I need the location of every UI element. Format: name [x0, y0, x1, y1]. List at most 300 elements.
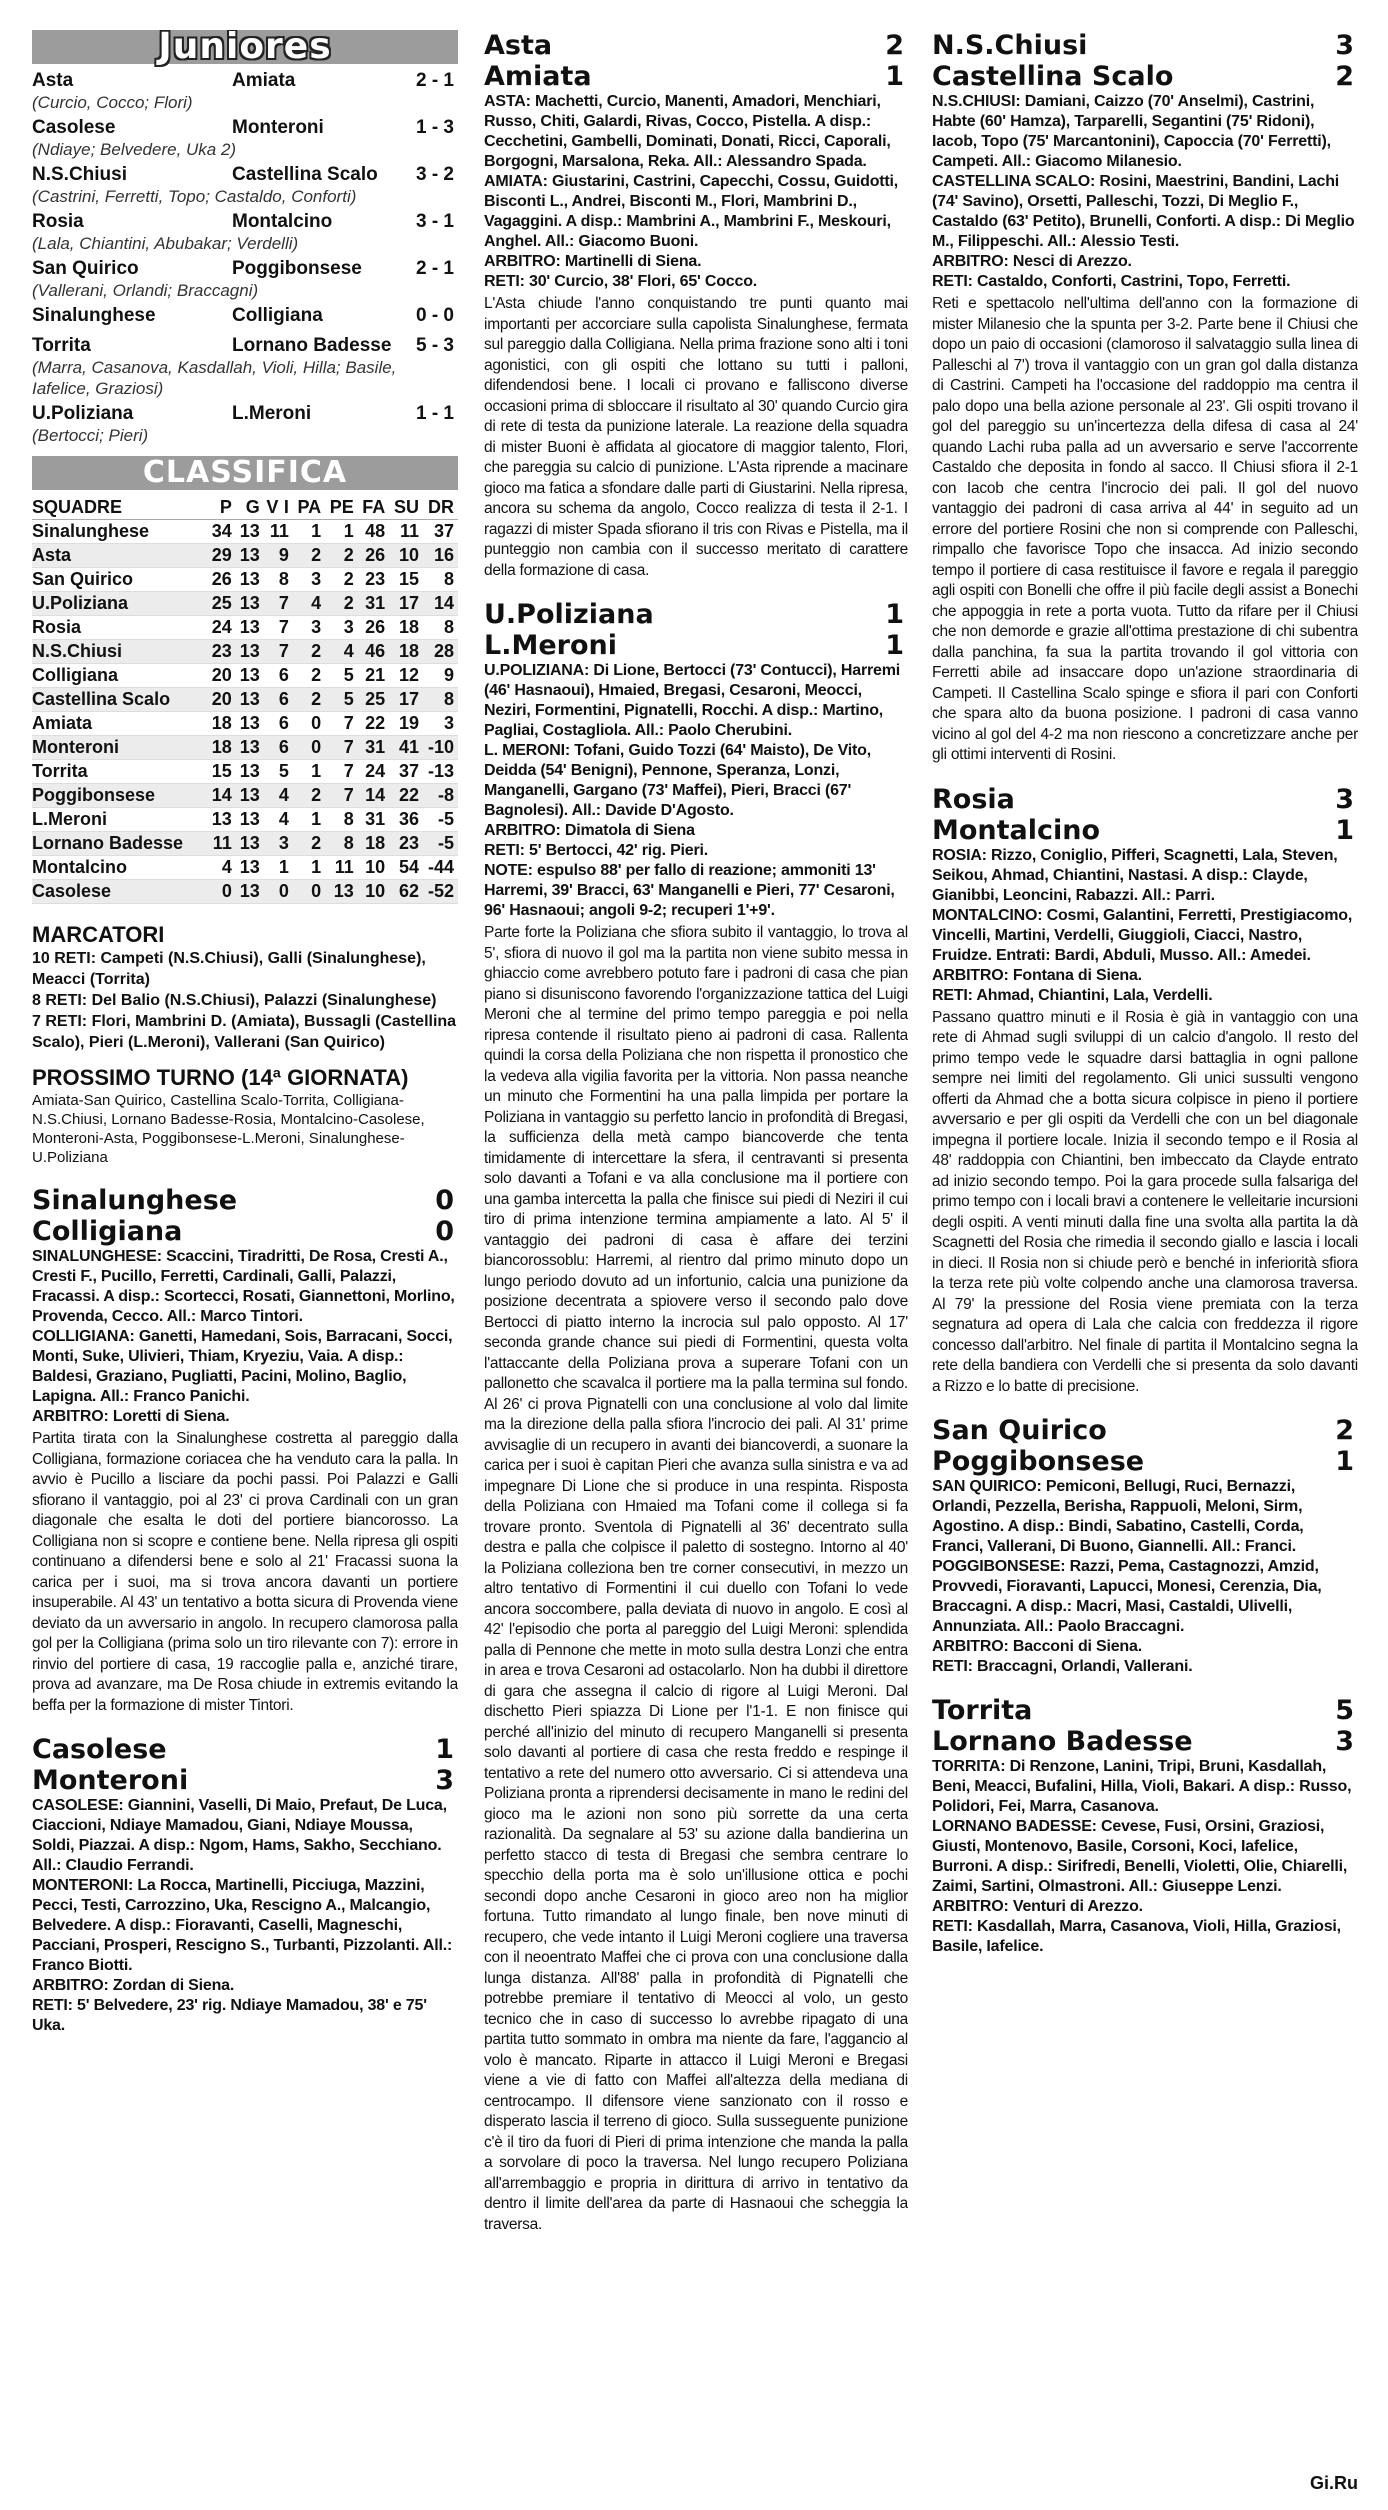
standings-col-header: I — [282, 496, 292, 520]
lineup-line: RETI: 5' Bertocci, 42' rig. Pieri. — [484, 842, 708, 859]
match-sanquirico-poggibonsese — [932, 1415, 1358, 1677]
standings-row — [32, 688, 458, 712]
stat-cell: 4 — [293, 592, 325, 616]
stat-cell: 13 — [236, 544, 264, 568]
column-3 — [932, 30, 1358, 2490]
result-scorers: (Ndiaye; Belvedere, Uka 2) — [32, 140, 237, 159]
away-team: Castellina Scalo — [932, 61, 1174, 92]
standings-row — [32, 520, 458, 544]
stat-cell: 29 — [208, 544, 236, 568]
lineup-line: CASOLESE: Giannini, Vaselli, Di Maio, Prefaut, De Luca, Ciaccioni, Ndiaye Mamadou, Giani, Ndiaye Moussa, Soldi, Piazzai. A disp.: Ngom, Hams, Sakho, Secchiano. All.: Claudio Ferrandi. — [32, 1797, 447, 1874]
match-report: Partita tirata con la Sinalunghese costretta al pareggio dalla Colligiana, formazione coriacea che ha venduto cara la palla. In avvio è Pucillo a lisciare da pochi passi. Poi Palazzi e Galli sfiorano il vantaggio, poi al 23' ci prova Cardinali con un gran diagonale che esalta le doti del portiere biancorosso. La Colligiana non si scopre e contiene bene. Nella ripresa gli ospiti continuano a difendersi bene e solo al 21' Fracassi suona la carica per i suoi, ma si trova ancora davanti un portiere insuperabile. Al 43' un tentativo a botta sicura di Provenda viene deviato da un avversario in angolo. In recupero clamorosa palla gol per la Colligiana (prima solo un tiro rilevante con 7): errore in rinvio del portiere di casa, 19 raccoglie palla e, anziché tirare, prova ad avanzare, ma De Rosa chiude in extremis evitando la beffa per la formazione di mister Tintori. — [32, 1430, 458, 1714]
stat-cell: 0 — [293, 880, 325, 904]
lineup-line: RETI: Braccagni, Orlandi, Vallerani. — [932, 1658, 1193, 1675]
stat-cell: 24 — [208, 616, 236, 640]
home-goals: 3 — [1335, 30, 1354, 61]
match-home-line — [484, 30, 908, 61]
stat-cell: -44 — [423, 856, 458, 880]
stat-cell: 8 — [264, 568, 293, 592]
stat-cell: 0 — [264, 880, 293, 904]
stat-cell: 13 — [325, 880, 358, 904]
team-name: Amiata — [32, 712, 208, 736]
home-team: Torrita — [932, 1695, 1033, 1726]
home-goals: 0 — [435, 1185, 454, 1216]
stat-cell: 13 — [236, 760, 264, 784]
away-goals: 2 — [1335, 61, 1354, 92]
match-away-line — [484, 630, 908, 661]
lineup-line: MONTALCINO: Cosmi, Galantini, Ferretti, Prestigiacomo, Vincelli, Martini, Verdelli, Giuggioli, Ciacci, Nastro, Fruidze. Entrati: Bardi, Abduli, Musso. All.: Amedei. — [932, 906, 1353, 964]
stat-cell: 36 — [389, 808, 423, 832]
result-row — [32, 305, 458, 327]
away-team: Montalcino — [932, 814, 1101, 846]
stat-cell: 11 — [264, 520, 293, 544]
team-name: L.Meroni — [32, 808, 208, 832]
match-away-line — [932, 1726, 1358, 1757]
stat-cell: 2 — [293, 784, 325, 808]
standings-row — [32, 712, 458, 736]
stat-cell: -10 — [423, 736, 458, 760]
lineup-line: ARBITRO: Martinelli di Siena. — [484, 253, 702, 270]
stat-cell: 3 — [325, 616, 358, 640]
result-score: 1 - 1 — [415, 403, 454, 424]
result-score: 0 - 0 — [415, 305, 454, 326]
team-name: Montalcino — [32, 856, 208, 880]
stat-cell: 1 — [325, 520, 358, 544]
lineup-line: RETI: 30' Curcio, 38' Flori, 65' Cocco. — [484, 273, 758, 290]
stat-cell: -5 — [423, 832, 458, 856]
stat-cell: 7 — [325, 712, 358, 736]
stat-cell: 7 — [264, 616, 293, 640]
lineup-line: RETI: 5' Belvedere, 23' rig. Ndiaye Mamadou, 38' e 75' Uka. — [32, 1997, 427, 2034]
standings-row — [32, 760, 458, 784]
lineup-line: ARBITRO: Zordan di Siena. — [32, 1977, 235, 1994]
stat-cell: 20 — [208, 664, 236, 688]
home-team: U.Poliziana — [484, 599, 654, 630]
stat-cell: 14 — [423, 592, 458, 616]
stat-cell: 13 — [236, 784, 264, 808]
classifica-header-band — [32, 456, 458, 490]
match-home-line — [932, 784, 1358, 815]
stat-cell: -5 — [423, 808, 458, 832]
stat-cell: 13 — [236, 712, 264, 736]
lineup-line: ARBITRO: Loretti di Siena. — [32, 1408, 230, 1425]
result-home: Asta — [32, 70, 74, 91]
stat-cell: 3 — [293, 568, 325, 592]
away-goals: 1 — [1335, 814, 1354, 846]
standings-row — [32, 880, 458, 904]
marcatori-line: 10 RETI: Campeti (N.S.Chiusi), Galli (Sinalunghese), Meacci (Torrita) — [32, 950, 426, 988]
stat-cell: 17 — [389, 592, 423, 616]
home-goals: 2 — [885, 30, 904, 61]
stat-cell: 2 — [325, 544, 358, 568]
standings-col-header: V — [264, 496, 283, 520]
stat-cell: 2 — [293, 688, 325, 712]
stat-cell: 9 — [423, 664, 458, 688]
result-row — [32, 70, 458, 92]
standings-row — [32, 568, 458, 592]
result-away: Monteroni — [232, 117, 324, 138]
team-name: Rosia — [32, 616, 208, 640]
stat-cell: 5 — [325, 664, 358, 688]
stat-cell: 7 — [264, 640, 293, 664]
lineup-line: ARBITRO: Dimatola di Siena — [484, 822, 695, 839]
result-away: Poggibonsese — [232, 258, 362, 279]
team-name: Casolese — [32, 880, 208, 904]
home-team: Rosia — [932, 783, 1015, 815]
away-goals: 3 — [1335, 1726, 1354, 1757]
stat-cell: 1 — [293, 808, 325, 832]
standings-body — [32, 520, 458, 904]
team-name: U.Poliziana — [32, 592, 208, 616]
result-row — [32, 117, 458, 139]
stat-cell: 22 — [358, 712, 389, 736]
stat-cell: 19 — [389, 712, 423, 736]
match-sinalunghese-colligiana — [32, 1185, 458, 1716]
stat-cell: 2 — [325, 568, 358, 592]
away-goals: 0 — [435, 1216, 454, 1247]
result-score: 3 - 2 — [415, 164, 454, 185]
stat-cell: 25 — [358, 688, 389, 712]
lineup-line: POGGIBONSESE: Razzi, Pema, Castagnozzi, Amzid, Provvedi, Fioravanti, Lapucci, Monesi, Cerenzia, Dia, Braccagni. A disp.: Macri, Masi, Castaldi, Ulivelli, Annunziata. All.: Paolo Braccagni. — [932, 1558, 1322, 1635]
stat-cell: 18 — [389, 640, 423, 664]
result-row — [32, 258, 458, 280]
match-report: Reti e spettacolo nell'ultima dell'anno con la formazione di mister Milanesio che la spunta per 3-2. Parte bene il Chiusi che dopo un paio di occasioni (clamoroso il salvataggio sulla linea di Palleschi al 7') trova il vantaggio con un gran gol dalla distanza di Castrini. Campeti ha l'occasione del raddoppio ma centra il palo dopo una bella azione personale al 23'. Gli ospiti trovano il gol del pareggio su un'incertezza della difesa di casa al 24' quando Lachi ruba palla ad un avversario e serve l'accorrente Castaldo che deposita in fondo al sacco. Il Chiusi sfiora il 2-1 con Iacob che centra l'incrocio dei pali. Il gol del nuovo vantaggio dei padroni di casa arriva al 44' in seguito ad un errore del portiere Rosini che non si comprende con Palleschi, rimpallo che favorisce Topo che insacca. Ad inizio secondo tempo il portiere di casa restituisce il favore e regala il pareggio agli ospiti con Bonelli che offre il più facile degli assist a Bonechi che appoggia in rete a porta vuota. Tutto da rifare per il Chiusi che non demorde e grazie all'ottima prestazione di chi subentra dalla panchina, fa sua la partita trovando il gol vittoria con Ferretti abile ad insaccare dopo un'azione straordinaria di Campeti. Il Castellina Scalo spinge e sfiora il pari con Conforti che spara alto da buona posizione. I padroni di casa vanno vicino al gol del 4-2 ma non riescono a concretizzare anche per gli ottimi interventi di Rosini. — [932, 295, 1358, 763]
result-scorers: (Castrini, Ferretti, Topo; Castaldo, Conforti) — [32, 187, 357, 206]
standings-row — [32, 784, 458, 808]
team-name: Colligiana — [32, 664, 208, 688]
standings-row — [32, 832, 458, 856]
stat-cell: 1 — [264, 856, 293, 880]
stat-cell: 13 — [208, 808, 236, 832]
away-team: Amiata — [484, 61, 592, 92]
stat-cell: 2 — [293, 640, 325, 664]
standings-col-header: P — [208, 496, 236, 520]
lineup-line: RETI: Castaldo, Conforti, Castrini, Topo, Ferretti. — [932, 273, 1291, 290]
team-name: Monteroni — [32, 736, 208, 760]
marcatori-title: MARCATORI — [32, 922, 165, 947]
stat-cell: 48 — [358, 520, 389, 544]
standings-col-header: PA — [293, 496, 325, 520]
result-away: Lornano Badesse — [232, 335, 392, 356]
stat-cell: 0 — [293, 736, 325, 760]
stat-cell: 6 — [264, 688, 293, 712]
stat-cell: 31 — [358, 592, 389, 616]
marcatori-list — [32, 948, 458, 1053]
stat-cell: 1 — [293, 856, 325, 880]
matches-column-3 — [932, 30, 1358, 1957]
stat-cell: 7 — [325, 760, 358, 784]
result-home: Casolese — [32, 117, 116, 138]
stat-cell: -52 — [423, 880, 458, 904]
stat-cell: 21 — [358, 664, 389, 688]
lineup-line: SAN QUIRICO: Pemiconi, Bellugi, Ruci, Bernazzi, Orlandi, Pezzella, Berisha, Rappuoli, Meloni, Sirm, Agostino. A disp.: Bindi, Sabatino, Castelli, Corda, Franci, Vallerani, Di Buono, Giannelli. All.: Franci. — [932, 1478, 1304, 1555]
stat-cell: 37 — [389, 760, 423, 784]
standings-col-header: DR — [423, 496, 458, 520]
standings-row — [32, 544, 458, 568]
match-casolese-monteroni — [32, 1734, 458, 2036]
team-name: San Quirico — [32, 568, 208, 592]
stat-cell: 8 — [325, 832, 358, 856]
home-team: Casolese — [32, 1734, 167, 1765]
match-away-line — [932, 815, 1358, 846]
stat-cell: 13 — [236, 520, 264, 544]
match-report: L'Asta chiude l'anno conquistando tre punti quanto mai importanti per accorciare sulla capolista Sinalunghese, fermata sul pareggio dalla Colligiana. Nella prima frazione sono alti i toni agonistici, con gli ospiti che lottano su tutti i palloni, difendendosi bene. I locali ci provano e falliscono diverse occasioni prima di sbloccare il risultato al 30' quando Curcio gira di rete di testa da punizione laterale. La reazione della squadra di mister Buoni è affidata al giocatore di maggior talento, Flori, che pareggia su calcio di punizione. L'Asta riprende a macinare gioco ma fatica a sfondare dalle parti di Giustarini. Nella ripresa, ancora su schema da angolo, Cocco realizza di testa il 2-1. I ragazzi di mister Spada sfiorano il tris con Rivas e Pistella, ma il punteggio non cambia con il successo meritato di carattere della formazione di casa. — [484, 295, 908, 579]
home-goals: 1 — [435, 1734, 454, 1765]
match-report: Passano quattro minuti e il Rosia è già in vantaggio con una rete di Ahmad sugli sviluppi di un calcio d'angolo. Il resto del primo tempo vede le squadre darsi battaglia in ogni pallone sempre nei limiti del regolamento. Gli unici sussulti vengono offerti da Ahmad che a botta sicura colpisce in pieno il portiere avversario e per gli ospiti da Verdelli che con un bel diagonale impegna il portiere locale. Inizia il secondo tempo e il Rosia al 48' raddoppia con Chiantini, ben imbeccato da Clayde entrato ad inizio secondo tempo. Poi la gara procede sulla falsariga del primo tempo con i locali bravi a contenere le velleitarie incursioni degli ospiti. A venti minuti dalla fine una svolta alla partita la dà Scagnetti del Rosia che rimedia il secondo giallo e lascia i locali in dieci. Il Rosia non si chiude però e benché in inferiorità sfiora la terza rete più volte colpendo anche una clamorosa traversa. Al 79' la pressione del Rosia viene premiata con la terza segnatura ad opera di Lala che calcia con freddezza il rigore concesso dall'arbitro. Nel finale di partita il Montalcino segna la rete della bandiera con Verdelli che si presenta da solo davanti a Rizzo e lo batte di precisione. — [932, 1008, 1358, 1395]
stat-cell: 5 — [325, 688, 358, 712]
lineup-line: MONTERONI: La Rocca, Martinelli, Picciuga, Mazzini, Pecci, Testi, Carrozzino, Uka, Rescigno A., Malcangio, Belvedere. A disp.: Fioravanti, Caselli, Magneschi, Pacciani, Prosperi, Rescigno S., Turbanti, Pizzolanti. All.: Franco Biotti. — [32, 1877, 453, 1974]
stat-cell: 6 — [264, 712, 293, 736]
away-goals: 1 — [885, 630, 904, 661]
result-score: 2 - 1 — [415, 258, 454, 279]
stat-cell: 3 — [423, 712, 458, 736]
stat-cell: 62 — [389, 880, 423, 904]
result-away: L.Meroni — [232, 403, 312, 424]
stat-cell: 12 — [389, 664, 423, 688]
result-home: Torrita — [32, 335, 91, 356]
result-scorers: (Bertocci; Pieri) — [32, 426, 149, 445]
result-away: Colligiana — [232, 305, 323, 326]
team-name: Asta — [32, 544, 208, 568]
stat-cell: 28 — [423, 640, 458, 664]
match-home-line — [484, 599, 908, 630]
standings-col-header: SQUADRE — [32, 496, 208, 520]
stat-cell: 31 — [358, 808, 389, 832]
home-goals: 1 — [885, 599, 904, 630]
stat-cell: 4 — [264, 784, 293, 808]
result-away: Amiata — [232, 70, 296, 91]
stat-cell: 26 — [358, 544, 389, 568]
stat-cell: 0 — [293, 712, 325, 736]
stat-cell: 23 — [208, 640, 236, 664]
stat-cell: 4 — [208, 856, 236, 880]
stat-cell: 41 — [389, 736, 423, 760]
stat-cell: 24 — [358, 760, 389, 784]
stat-cell: 13 — [236, 688, 264, 712]
team-name: Sinalunghese — [32, 520, 208, 544]
stat-cell: 7 — [264, 592, 293, 616]
stat-cell: 6 — [264, 664, 293, 688]
match-poliziana-meroni — [484, 599, 908, 2235]
standings-row — [32, 856, 458, 880]
standings-row — [32, 664, 458, 688]
stat-cell: 15 — [208, 760, 236, 784]
result-row — [32, 164, 458, 186]
match-home-line — [932, 1695, 1358, 1726]
stat-cell: 0 — [208, 880, 236, 904]
standings-col-header: G — [236, 496, 264, 520]
result-away: Castellina Scalo — [232, 164, 378, 185]
stat-cell: 11 — [208, 832, 236, 856]
stat-cell: 10 — [358, 856, 389, 880]
standings-col-header: FA — [358, 496, 389, 520]
standings-col-header: SU — [389, 496, 423, 520]
stat-cell: 3 — [293, 616, 325, 640]
stat-cell: 2 — [293, 832, 325, 856]
stat-cell: 8 — [325, 808, 358, 832]
stat-cell: 26 — [358, 616, 389, 640]
signature: Gi.Ru — [1310, 2473, 1358, 2493]
away-team: Colligiana — [32, 1216, 183, 1247]
team-name: Torrita — [32, 760, 208, 784]
standings-header-row — [32, 496, 458, 520]
lineup-line: L. MERONI: Tofani, Guido Tozzi (64' Maisto), De Vito, Deidda (54' Benigni), Pennone, Speranza, Lonzi, Manganelli, Gargano (73' Maffei), Pieri, Bracci (67' Bagnolesi). All.: Davide D'Agosto. — [484, 742, 871, 819]
away-goals: 1 — [885, 61, 904, 92]
stat-cell: 13 — [236, 640, 264, 664]
stat-cell: 4 — [264, 808, 293, 832]
stat-cell: 37 — [423, 520, 458, 544]
stat-cell: 14 — [358, 784, 389, 808]
match-away-line — [932, 1446, 1358, 1477]
stat-cell: 13 — [236, 832, 264, 856]
classifica-title: CLASSIFICA — [142, 455, 348, 490]
result-row — [32, 335, 458, 357]
stat-cell: -13 — [423, 760, 458, 784]
match-torrita-lornano — [932, 1695, 1358, 1957]
home-goals: 3 — [1335, 783, 1354, 815]
stat-cell: 2 — [325, 592, 358, 616]
match-home-line — [932, 1415, 1358, 1446]
lineup-line: TORRITA: Di Renzone, Lanini, Tripi, Bruni, Kasdallah, Beni, Meacci, Bufalini, Hilla, Violi, Bakari. A disp.: Russo, Polidori, Fei, Marra, Casanova. — [932, 1758, 1352, 1815]
stat-cell: 13 — [236, 616, 264, 640]
stat-cell: 10 — [389, 544, 423, 568]
marcatori-line: 7 RETI: Flori, Mambrini D. (Amiata), Bussagli (Castellina Scalo), Pieri (L.Meroni), Vallerani (San Quirico) — [32, 1013, 457, 1051]
stat-cell: -8 — [423, 784, 458, 808]
team-name: Lornano Badesse — [32, 832, 208, 856]
result-score: 1 - 3 — [415, 117, 454, 138]
stat-cell: 20 — [208, 688, 236, 712]
result-scorers: (Marra, Casanova, Kasdallah, Violi, Hilla; Basile, Iafelice, Graziosi) — [32, 358, 397, 398]
column-2 — [484, 30, 908, 2490]
away-goals: 3 — [435, 1765, 454, 1796]
stat-cell: 34 — [208, 520, 236, 544]
result-scorers: (Curcio, Cocco; Flori) — [32, 93, 193, 112]
result-home: Sinalunghese — [32, 305, 156, 326]
away-team: Monteroni — [32, 1765, 189, 1796]
standings-row — [32, 808, 458, 832]
stat-cell: 8 — [423, 688, 458, 712]
match-chiusi-castellina — [932, 30, 1358, 766]
stat-cell: 14 — [208, 784, 236, 808]
lineup-line: ARBITRO: Nesci di Arezzo. — [932, 253, 1132, 270]
team-name: Castellina Scalo — [32, 688, 208, 712]
result-home: San Quirico — [32, 258, 139, 279]
lineup-line: U.POLIZIANA: Di Lione, Bertocci (73' Contucci), Harremi (46' Hasnaoui), Hmaied, Bregasi, Cesaroni, Meocci, Neziri, Formentini, Pignatelli, Rocchi. A disp.: Martino, Pagliai, Costagliola. All.: Paolo Cherubini. — [484, 662, 900, 739]
stat-cell: 2 — [293, 664, 325, 688]
stat-cell: 23 — [389, 832, 423, 856]
stat-cell: 8 — [423, 568, 458, 592]
stat-cell: 26 — [208, 568, 236, 592]
stat-cell: 3 — [264, 832, 293, 856]
lineup-line: NOTE: espulso 88' per fallo di reazione; ammoniti 13' Harremi, 39' Bracci, 63' Manganelli e Pieri, 77' Cesaroni, 96' Hasnaoui; angoli 9-2; recuperi 1'+9'. — [484, 862, 895, 919]
lineup-line: N.S.CHIUSI: Damiani, Caizzo (70' Anselmi), Castrini, Habte (60' Hamza), Tarparelli, Segantini (75' Ridoni), Iacob, Topo (75' Marcantonini), Capoccia (70' Ferretti), Campeti. All.: Giacomo Milanesio. — [932, 93, 1331, 170]
stat-cell: 22 — [389, 784, 423, 808]
stat-cell: 1 — [293, 760, 325, 784]
match-rosia-montalcino — [932, 784, 1358, 1398]
home-goals: 5 — [1335, 1695, 1354, 1726]
marcatori-line: 8 RETI: Del Balio (N.S.Chiusi), Palazzi (Sinalunghese) — [32, 992, 437, 1009]
result-score: 2 - 1 — [415, 70, 454, 91]
stat-cell: 7 — [325, 736, 358, 760]
lineup-line: ASTA: Machetti, Curcio, Manenti, Amadori, Menchiari, Russo, Chiti, Galardi, Rivas, Cocco, Pistella. A disp.: Cecchetini, Gambelli, Dominati, Donati, Ricci, Caporali, Borgogni, Marsalona, Reka. All.: Alessandro Spada. — [484, 93, 891, 170]
result-scorers: (Vallerani, Orlandi; Braccagni) — [32, 281, 259, 300]
result-score: 5 - 3 — [415, 335, 454, 356]
stat-cell: 13 — [236, 808, 264, 832]
stat-cell: 23 — [358, 568, 389, 592]
prossimo-turno-title: PROSSIMO TURNO (14ª GIORNATA) — [32, 1065, 409, 1090]
match-away-line — [484, 61, 908, 92]
standings-table — [32, 496, 458, 904]
result-scorers: (Lala, Chiantini, Abubakar; Verdelli) — [32, 234, 299, 253]
result-score: 3 - 1 — [415, 211, 454, 232]
match-home-line — [32, 1185, 458, 1216]
match-home-line — [32, 1734, 458, 1765]
match-away-line — [32, 1216, 458, 1247]
juniores-header-band — [32, 30, 458, 67]
stat-cell: 8 — [423, 616, 458, 640]
stat-cell: 18 — [389, 616, 423, 640]
stat-cell: 11 — [325, 856, 358, 880]
team-name: N.S.Chiusi — [32, 640, 208, 664]
standings-row — [32, 736, 458, 760]
stat-cell: 25 — [208, 592, 236, 616]
stat-cell: 1 — [293, 520, 325, 544]
matches-column-1 — [32, 1185, 458, 2036]
matches-column-2 — [484, 30, 908, 2235]
lineup-line: ARBITRO: Bacconi di Siena. — [932, 1638, 1142, 1655]
home-team: Sinalunghese — [32, 1185, 238, 1216]
stat-cell: 46 — [358, 640, 389, 664]
lineup-line: LORNANO BADESSE: Cevese, Fusi, Orsini, Graziosi, Giusti, Montenovo, Basile, Corsoni, Koci, Iafelice, Burroni. A disp.: Sirifredi, Benelli, Violetti, Olie, Chiarelli, Zaimi, Sartini, Olmastroni. All.: Giuseppe Lenzi. — [932, 1818, 1348, 1895]
home-team: N.S.Chiusi — [932, 30, 1088, 61]
stat-cell: 17 — [389, 688, 423, 712]
away-team: Poggibonsese — [932, 1446, 1145, 1477]
stat-cell: 7 — [325, 784, 358, 808]
standings-col-header: PE — [325, 496, 358, 520]
stat-cell: 18 — [208, 736, 236, 760]
away-team: L.Meroni — [484, 630, 617, 661]
result-home: N.S.Chiusi — [32, 164, 128, 185]
stat-cell: 13 — [236, 568, 264, 592]
stat-cell: 15 — [389, 568, 423, 592]
stat-cell: 2 — [293, 544, 325, 568]
stat-cell: 54 — [389, 856, 423, 880]
lineup-line: SINALUNGHESE: Scaccini, Tiradritti, De Rosa, Cresti A., Cresti F., Pucillo, Ferretti, Cardinali, Galli, Palazzi, Fracassi. A disp.: Scortecci, Rosati, Giannettoni, Morlino, Provenda, Cecco. All.: Marco Tintori. — [32, 1248, 455, 1325]
stat-cell: 13 — [236, 664, 264, 688]
team-name: Poggibonsese — [32, 784, 208, 808]
lineup-line: AMIATA: Giustarini, Castrini, Capecchi, Cossu, Guidotti, Bisconti L., Andrei, Bisconti M., Flori, Mambrini D., Vagaggini. A disp.: Mambrini A., Mambrini F., Meskouri, Anghel. All.: Giacomo Buoni. — [484, 173, 899, 250]
standings-row — [32, 640, 458, 664]
away-goals: 1 — [1335, 1446, 1354, 1477]
stat-cell: 5 — [264, 760, 293, 784]
juniores-title: Juniores — [158, 30, 332, 67]
stat-cell: 18 — [208, 712, 236, 736]
lineup-line: ARBITRO: Fontana di Siena. — [932, 966, 1142, 984]
match-asta-amiata — [484, 30, 908, 581]
match-away-line — [32, 1765, 458, 1796]
column-1 — [32, 30, 458, 2490]
stat-cell: 10 — [358, 880, 389, 904]
lineup-line: ARBITRO: Venturi di Arezzo. — [932, 1898, 1143, 1915]
result-home: U.Poliziana — [32, 403, 134, 424]
prossimo-turno-text: Amiata-San Quirico, Castellina Scalo-Torrita, Colligiana-N.S.Chiusi, Lornano Badesse-Rosia, Montalcino-Casolese, Monteroni-Asta, Poggibonsese-L.Meroni, Sinalunghese-U.Poliziana — [32, 1092, 425, 1166]
result-away: Montalcino — [232, 211, 333, 232]
lineup-line: COLLIGIANA: Ganetti, Hamedani, Sois, Barracani, Socci, Monti, Suke, Ulivieri, Thiam, Kryeziu, Vaia. A disp.: Baldesi, Graziano, Pugliatti, Pacini, Molino, Baglio, Lapigna. All.: Franco Panichi. — [32, 1328, 453, 1405]
result-row — [32, 403, 458, 425]
stat-cell: 13 — [236, 856, 264, 880]
stat-cell: 13 — [236, 736, 264, 760]
home-team: San Quirico — [932, 1415, 1107, 1446]
